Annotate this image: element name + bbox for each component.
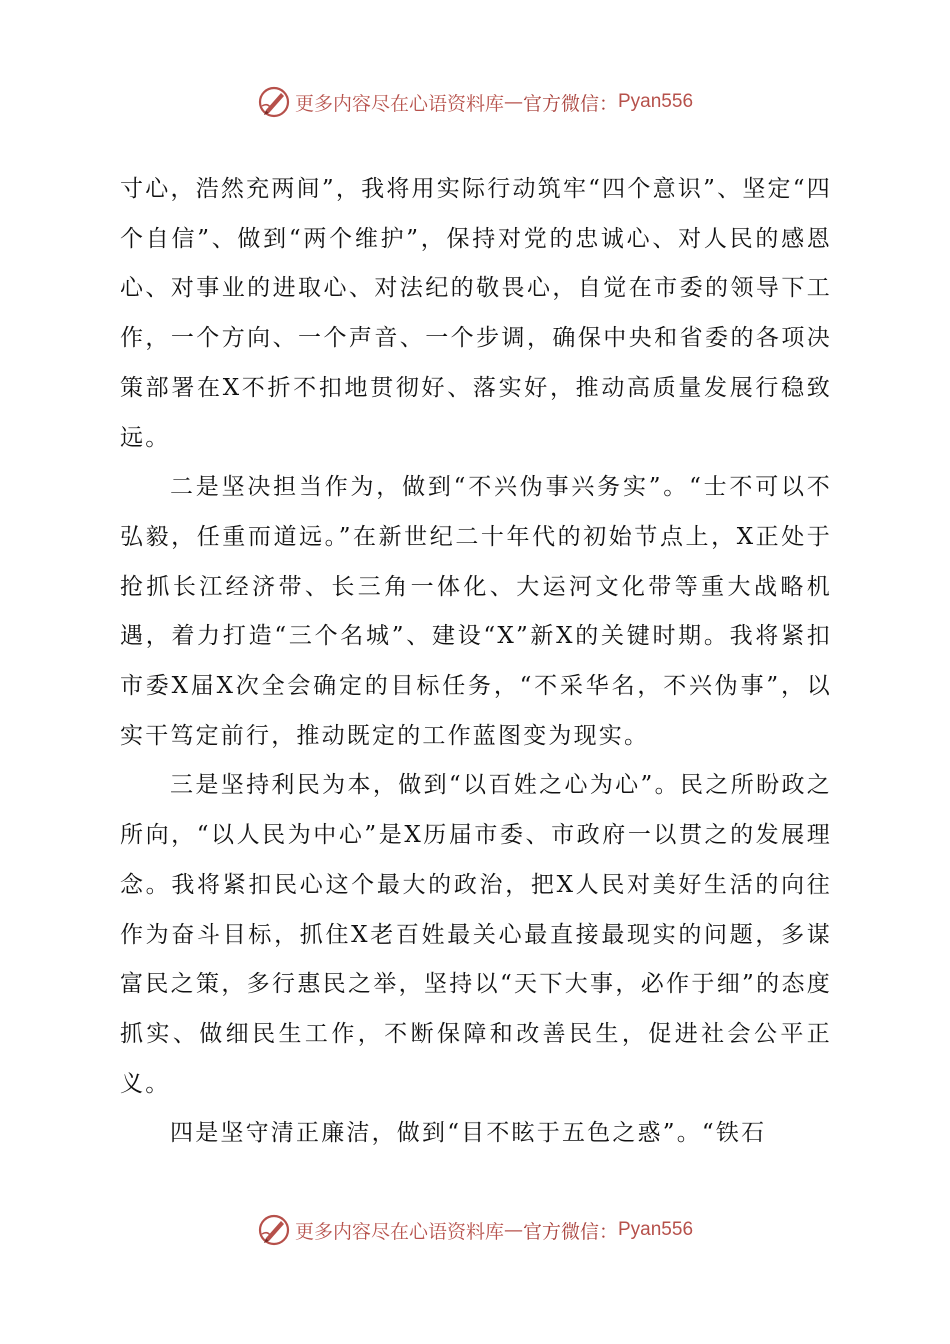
- document-body: [120, 165, 832, 1159]
- paragraph-continued: 寸心，浩然充两间”，我将用实际行动筑牢“四个意识”、坚定“四个自信”、做到“两个维护”，保持对党的忠诚心、对人民的感恩心、对事业的进取心、对法纪的敬畏心，自觉在市委的领导下工作，一个方向、一个声音、一个步调，确保中央和省委的各项决策部署在X不折不扣地贯彻好、落实好，推动高质量发展行稳致远。: [120, 176, 832, 451]
- banner-title: 更多内容尽在心语资料库: [294, 1220, 504, 1243]
- banner-wechat-label: 官方微信：: [522, 1220, 618, 1243]
- pen-logo-icon: [257, 85, 291, 119]
- header-banner: [0, 82, 950, 122]
- banner-wechat-id: Pyan556: [618, 1219, 694, 1240]
- paragraph-3: 三是坚持利民为本，做到“以百姓之心为心”。民之所盼政之所向，“以人民为中心”是X历届市委、市政府一以贯之的发展理念。我将紧扣民心这个最大的政治，把X人民对美好生活的向往作为奋斗目标，抓住X老百姓最关心最直接最现实的问题，多谋富民之策，多行惠民之举，坚持以“天下大事，必作于细”的态度抓实、做细民生工作，不断保障和改善民生，促进社会公平正义。: [120, 772, 832, 1097]
- banner-wechat-id: Pyan556: [618, 91, 694, 112]
- banner-wechat-label: 官方微信：: [522, 92, 618, 115]
- footer-banner: [0, 1210, 950, 1250]
- paragraph-4: 四是坚守清正廉洁，做到“目不眩于五色之惑”。“铁石: [170, 1120, 767, 1147]
- paragraph-2: 二是坚决担当作为，做到“不兴伪事兴务实”。“士不可以不弘毅，任重而道远。”在新世纪二十年代的初始节点上，X正处于抢抓长江经济带、长三角一体化、大运河文化带等重大战略机遇，着力打造“三个名城”、建设“X”新X的关键时期。我将紧扣市委X届X次全会确定的目标任务，“不采华名，不兴伪事”，以实干笃定前行，推动既定的工作蓝图变为现实。: [120, 474, 832, 749]
- banner-separator: —: [503, 1219, 523, 1241]
- pen-logo-icon: [257, 1213, 291, 1247]
- banner-title: 更多内容尽在心语资料库: [294, 92, 504, 115]
- banner-separator: —: [503, 91, 523, 113]
